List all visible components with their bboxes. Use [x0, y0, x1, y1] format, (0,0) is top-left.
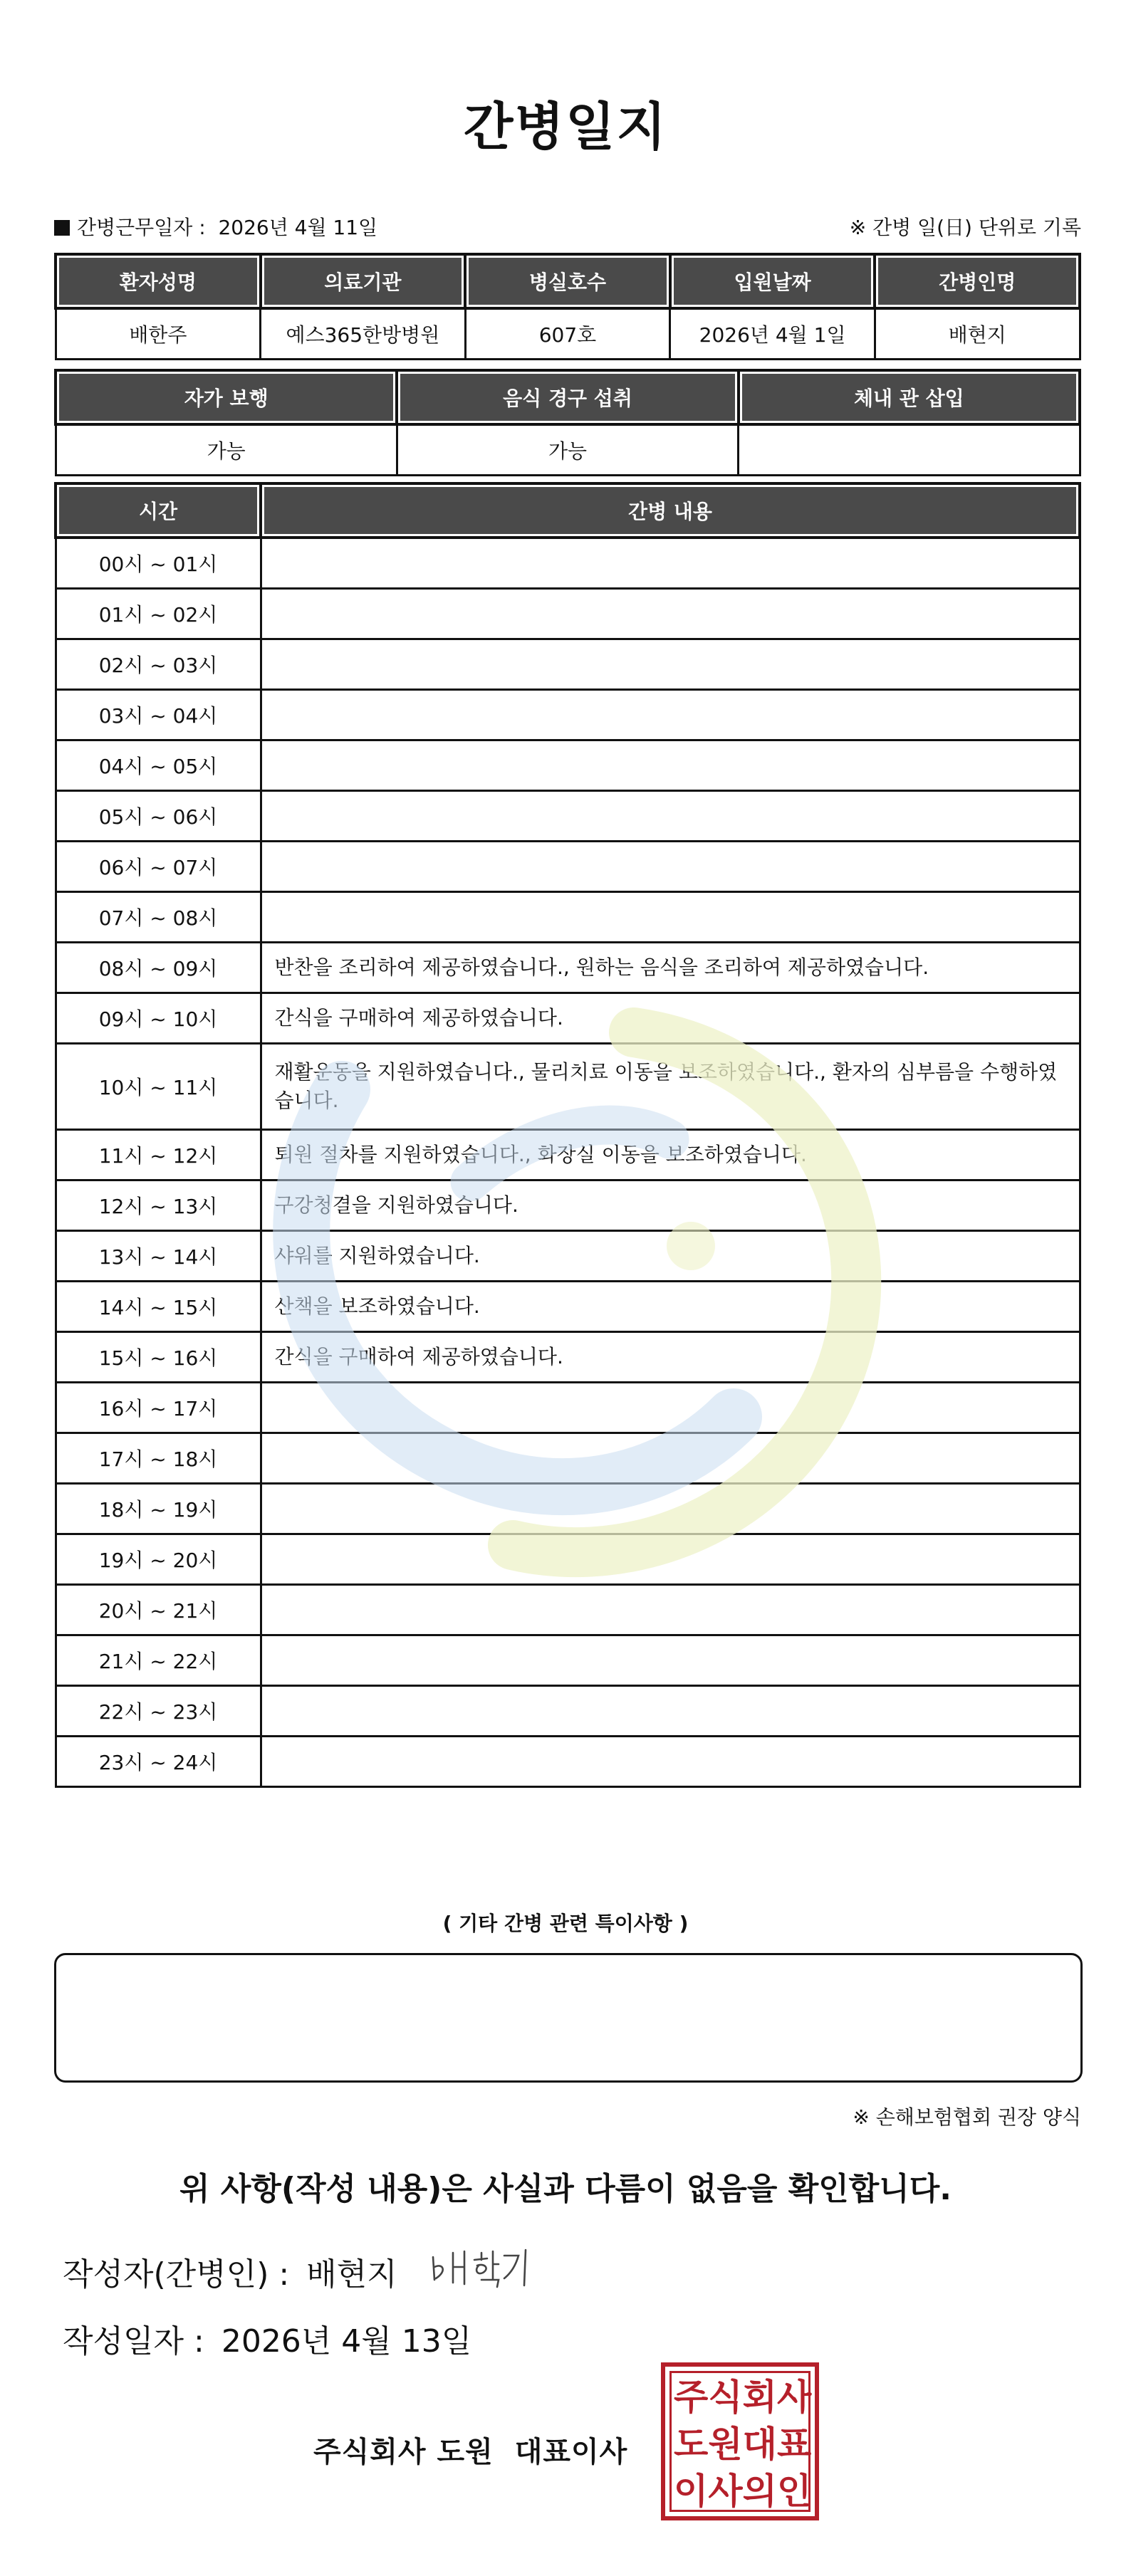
room-number: 607호: [465, 308, 670, 360]
log-content-cell: 구강청결을 지원하였습니다.: [261, 1180, 1080, 1231]
log-content-cell: [261, 740, 1080, 791]
log-time-cell: 05시 ~ 06시: [56, 791, 261, 842]
log-time-cell: 00시 ~ 01시: [56, 538, 261, 589]
confirmation-statement: 위 사항(작성 내용)은 사실과 다름이 없음을 확인합니다.: [179, 2171, 952, 2207]
header-caregiver-name: 간병인명: [875, 254, 1080, 308]
written-date-line: [63, 2315, 471, 2361]
header-time: 시간: [56, 483, 261, 538]
header-care-content: 간병 내용: [261, 483, 1080, 538]
seal-character: 도: [674, 2423, 709, 2465]
log-row: [56, 1635, 1080, 1686]
handwritten-signature: [427, 2243, 534, 2294]
written-date-label: 작성일자 :: [63, 2323, 204, 2360]
company-seal-stamp: [661, 2362, 819, 2520]
patient-info-value-row: [56, 308, 1080, 360]
log-content-cell: [261, 690, 1080, 740]
log-time-cell: 20시 ~ 21시: [56, 1585, 261, 1635]
log-time-cell: 14시 ~ 15시: [56, 1282, 261, 1332]
log-content-cell: [261, 892, 1080, 943]
log-time-cell: 23시 ~ 24시: [56, 1737, 261, 1787]
log-content-cell: 샤워를 지원하였습니다.: [261, 1231, 1080, 1282]
log-row: [56, 993, 1080, 1044]
log-content-cell: [261, 1737, 1080, 1787]
unit-note: ※ 간병 일(日) 단위로 기록: [849, 216, 1081, 239]
log-content-cell: [261, 538, 1080, 589]
ability-value-row: [56, 424, 1080, 476]
patient-info-table: [54, 253, 1081, 360]
log-time-cell: 08시 ~ 09시: [56, 943, 261, 993]
log-content-cell: 반찬을 조리하여 제공하였습니다., 원하는 음식을 조리하여 제공하였습니다.: [261, 943, 1080, 993]
log-content-cell: [261, 842, 1080, 892]
seal-character: 회: [742, 2376, 777, 2418]
seal-row: [671, 2421, 812, 2468]
log-content-cell: [261, 1383, 1080, 1433]
writer-name: 배현지: [306, 2256, 397, 2293]
log-row: [56, 538, 1080, 589]
header-walking: 자가 보행: [56, 370, 397, 424]
log-row: [56, 1130, 1080, 1180]
tube-insertion-value: [739, 424, 1080, 476]
log-time-cell: 13시 ~ 14시: [56, 1231, 261, 1282]
log-time-cell: 09시 ~ 10시: [56, 993, 261, 1044]
log-content-cell: [261, 1585, 1080, 1635]
log-row: [56, 892, 1080, 943]
log-row: [56, 1534, 1080, 1585]
seal-character: 주: [674, 2376, 709, 2418]
header-room: 병실호수: [465, 254, 670, 308]
patient-info-header-row: [56, 254, 1080, 308]
square-bullet-icon: [54, 220, 70, 236]
log-time-cell: 04시 ~ 05시: [56, 740, 261, 791]
oral-intake-value: 가능: [397, 424, 738, 476]
log-row: [56, 943, 1080, 993]
log-row: [56, 1231, 1080, 1282]
company-representative-title: 대표이사: [514, 2436, 628, 2468]
ability-header-row: [56, 370, 1080, 424]
log-content-cell: 간식을 구매하여 제공하였습니다.: [261, 993, 1080, 1044]
log-time-cell: 01시 ~ 02시: [56, 589, 261, 639]
log-time-cell: 11시 ~ 12시: [56, 1130, 261, 1180]
hourly-care-log-table: [54, 482, 1081, 1788]
log-time-cell: 10시 ~ 11시: [56, 1044, 261, 1130]
form-note: ※ 손해보험협회 권장 양식: [853, 2105, 1081, 2129]
hospital-name: 예스365한방병원: [261, 308, 466, 360]
log-time-cell: 15시 ~ 16시: [56, 1332, 261, 1383]
seal-row: [671, 2374, 812, 2421]
special-notes-label: ( 기타 간병 관련 특이사항 ): [442, 1912, 689, 1935]
seal-character: 대: [742, 2423, 777, 2465]
work-date-value: 2026년 4월 11일: [218, 216, 378, 239]
log-time-cell: 02시 ~ 03시: [56, 639, 261, 690]
header-tube-insertion: 체내 관 삽입: [739, 370, 1080, 424]
admission-date: 2026년 4월 1일: [670, 308, 875, 360]
log-row: [56, 842, 1080, 892]
log-time-cell: 16시 ~ 17시: [56, 1383, 261, 1433]
log-content-cell: [261, 791, 1080, 842]
log-content-cell: [261, 1635, 1080, 1686]
log-content-cell: 재활운동을 지원하였습니다., 물리치료 이동을 보조하였습니다., 환자의 심부름을 수행하였습니다.: [261, 1044, 1080, 1130]
log-row: [56, 1686, 1080, 1737]
log-time-cell: 06시 ~ 07시: [56, 842, 261, 892]
log-time-cell: 18시 ~ 19시: [56, 1484, 261, 1534]
seal-character: 의: [742, 2470, 777, 2512]
log-row: [56, 589, 1080, 639]
log-row: [56, 1282, 1080, 1332]
company-line: [313, 2429, 627, 2470]
log-row: [56, 1585, 1080, 1635]
log-content-cell: [261, 1433, 1080, 1484]
seal-character: 표: [776, 2423, 812, 2465]
work-date-label: 간병근무일자 :: [77, 216, 206, 239]
work-date: [54, 212, 377, 241]
written-date-value: 2026년 4월 13일: [221, 2323, 472, 2360]
seal-character: 식: [708, 2376, 743, 2418]
header-hospital: 의료기관: [261, 254, 466, 308]
seal-character: 인: [776, 2470, 812, 2512]
log-content-cell: [261, 589, 1080, 639]
log-time-cell: 03시 ~ 04시: [56, 690, 261, 740]
seal-character: 원: [708, 2423, 743, 2465]
seal-character: 사: [776, 2376, 812, 2418]
log-row: [56, 1180, 1080, 1231]
log-time-cell: 22시 ~ 23시: [56, 1686, 261, 1737]
log-row: [56, 1433, 1080, 1484]
page-title: 간병일지: [463, 97, 668, 157]
log-content-cell: [261, 1686, 1080, 1737]
header-admission-date: 입원날짜: [670, 254, 875, 308]
log-header-row: [56, 483, 1080, 538]
log-content-cell: [261, 1484, 1080, 1534]
seal-text: [671, 2374, 812, 2515]
log-row: [56, 639, 1080, 690]
writer-line: [63, 2248, 397, 2294]
log-row: [56, 1484, 1080, 1534]
log-row: [56, 1737, 1080, 1787]
patient-ability-table: [54, 369, 1081, 476]
header-patient-name: 환자성명: [56, 254, 261, 308]
log-content-cell: [261, 639, 1080, 690]
company-name: 주식회사 도원: [313, 2436, 494, 2468]
log-time-cell: 19시 ~ 20시: [56, 1534, 261, 1585]
walking-value: 가능: [56, 424, 397, 476]
log-row: [56, 690, 1080, 740]
log-content-cell: [261, 1534, 1080, 1585]
seal-row: [671, 2468, 812, 2515]
log-time-cell: 17시 ~ 18시: [56, 1433, 261, 1484]
writer-label: 작성자(간병인) :: [63, 2256, 290, 2293]
log-row: [56, 1332, 1080, 1383]
seal-character: 사: [708, 2470, 743, 2512]
log-row: [56, 791, 1080, 842]
log-content-cell: 간식을 구매하여 제공하였습니다.: [261, 1332, 1080, 1383]
log-row: [56, 1383, 1080, 1433]
log-time-cell: 21시 ~ 22시: [56, 1635, 261, 1686]
caregiver-name: 배현지: [875, 308, 1080, 360]
log-content-cell: 산책을 보조하였습니다.: [261, 1282, 1080, 1332]
patient-name: 배한주: [56, 308, 261, 360]
log-time-cell: 07시 ~ 08시: [56, 892, 261, 943]
log-content-cell: 퇴원 절차를 지원하였습니다., 화장실 이동을 보조하였습니다.: [261, 1130, 1080, 1180]
log-row: [56, 740, 1080, 791]
special-notes-box: [54, 1953, 1083, 2083]
log-row: [56, 1044, 1080, 1130]
seal-character: 이: [674, 2470, 709, 2512]
log-time-cell: 12시 ~ 13시: [56, 1180, 261, 1231]
header-oral-intake: 음식 경구 섭취: [397, 370, 738, 424]
